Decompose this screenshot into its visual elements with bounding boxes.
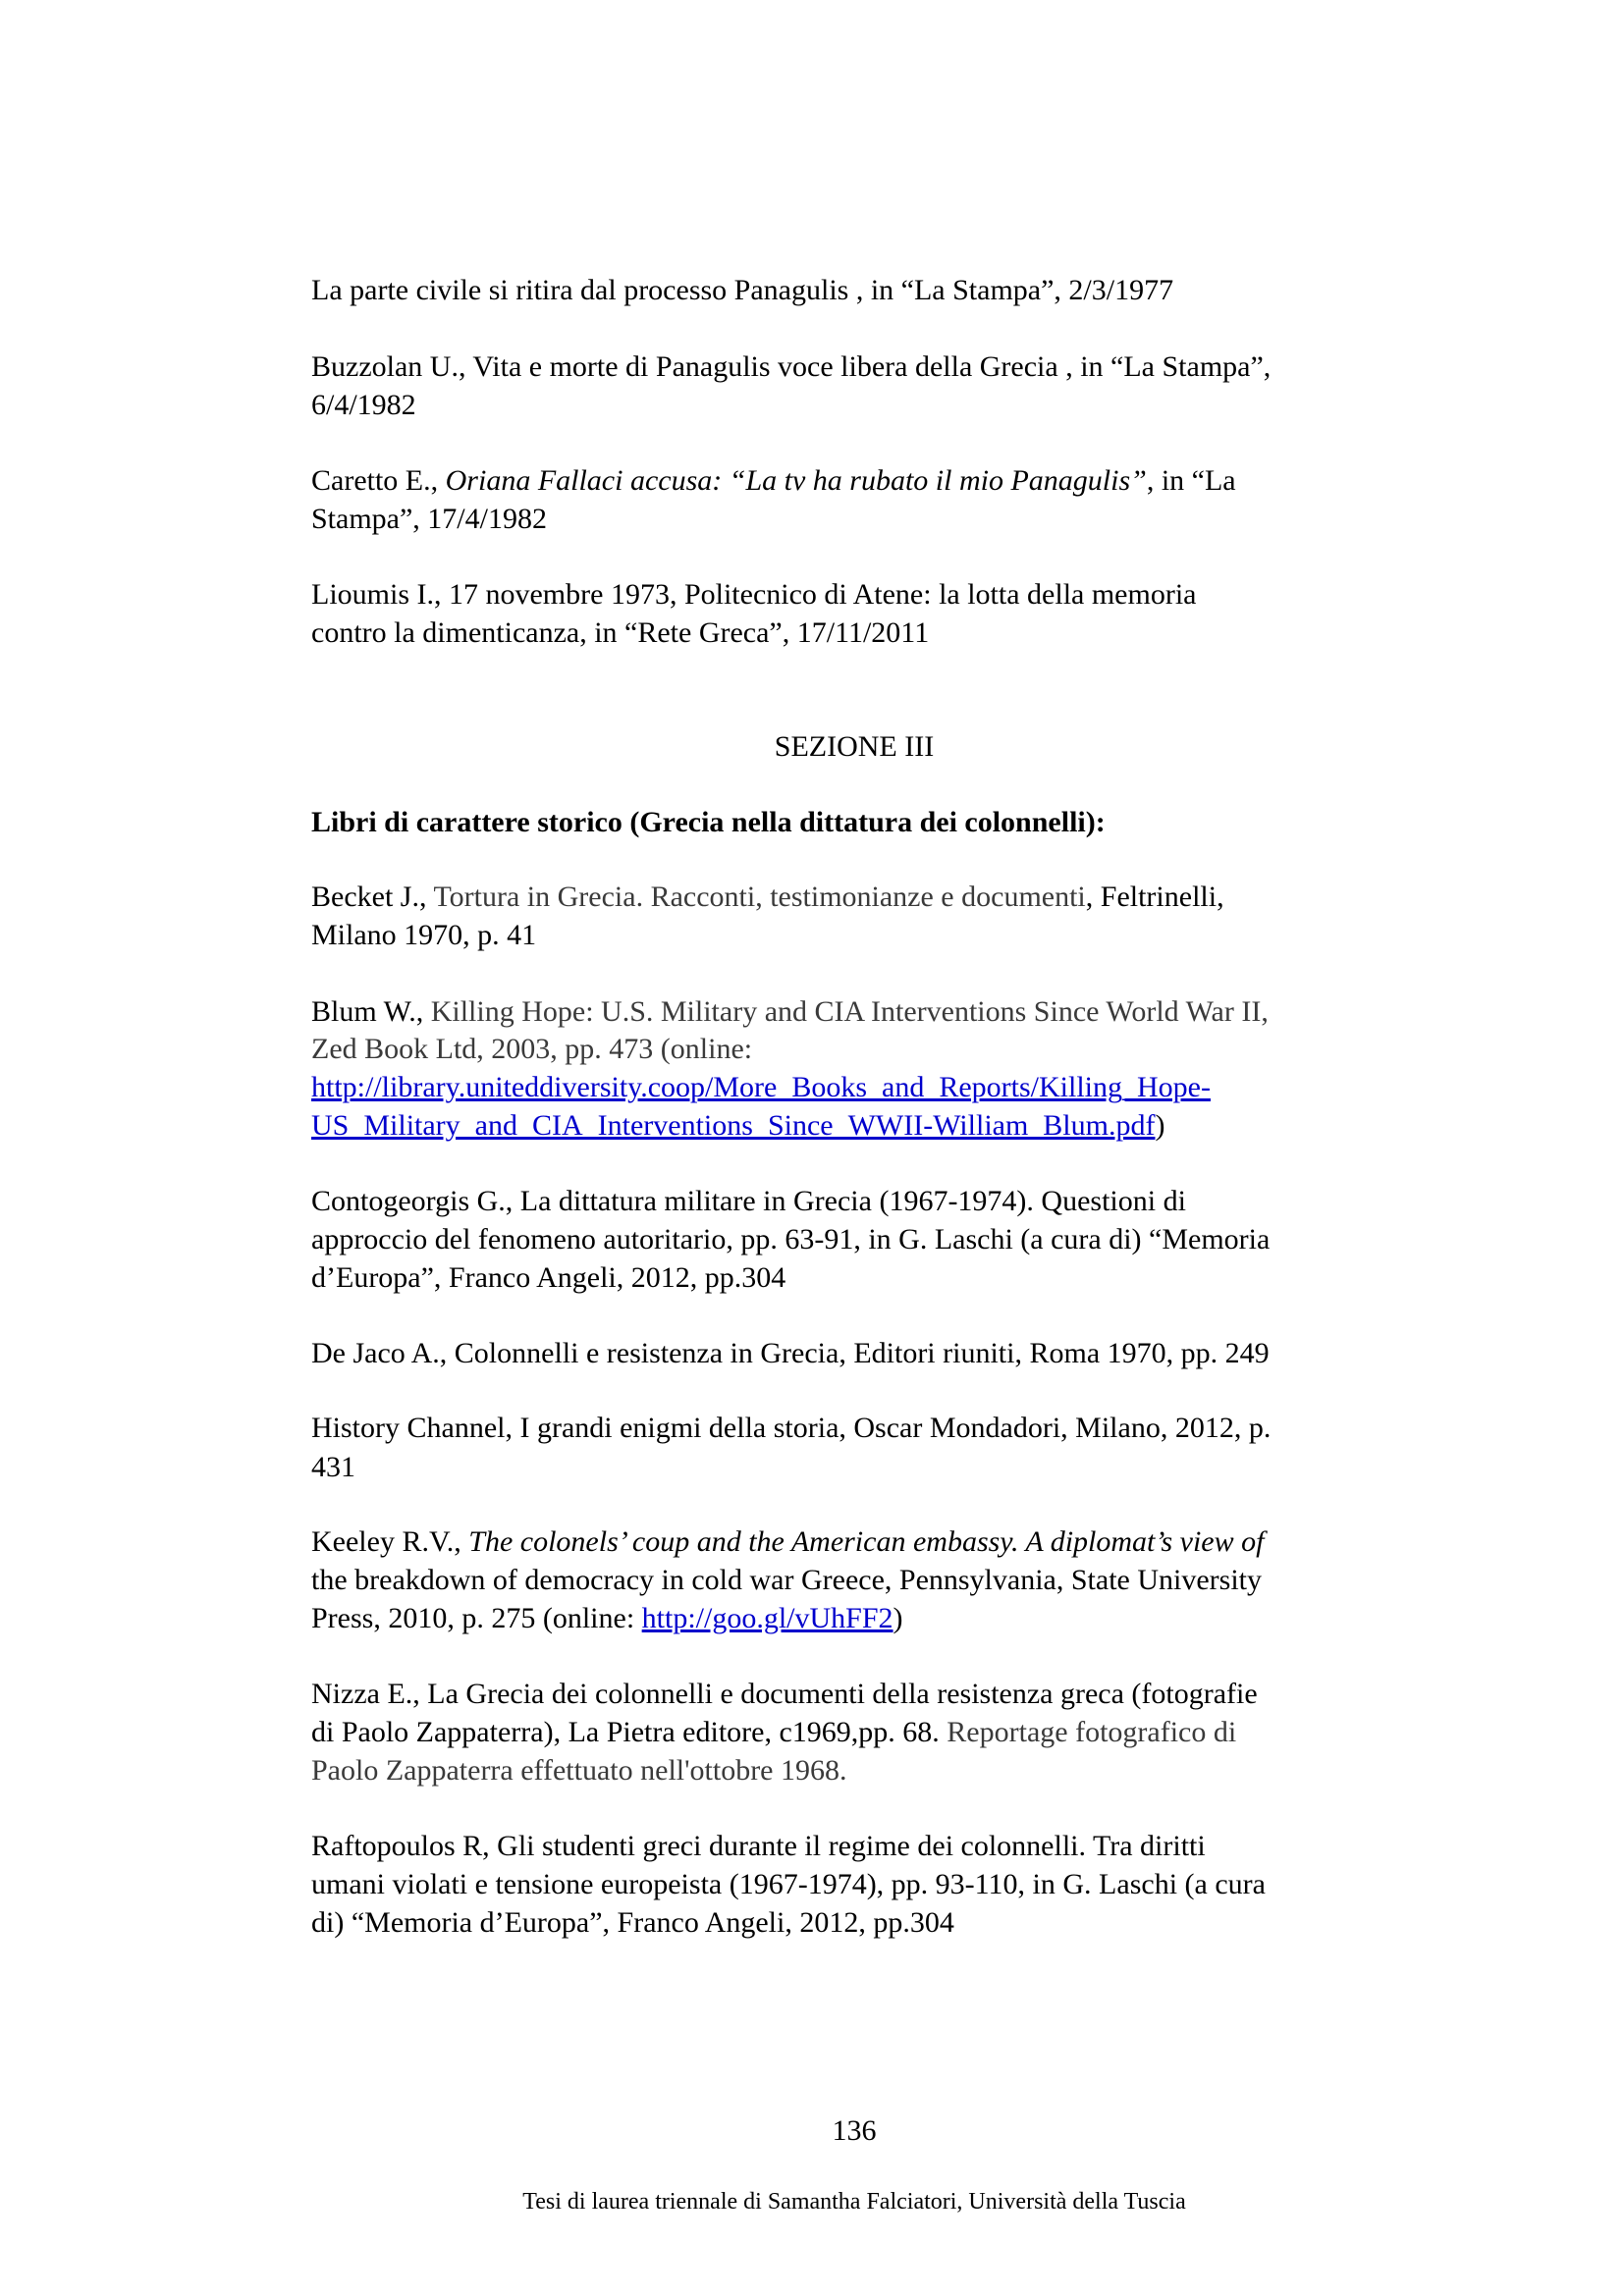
text-segment: De Jaco A., Colonnelli e resistenza in Grecia, Editori riuniti, Roma 1970, pp. 249 — [311, 1337, 1270, 1369]
text-segment: ) — [893, 1602, 903, 1634]
text-line — [311, 576, 1196, 614]
text-line — [311, 804, 1106, 841]
section-heading — [0, 728, 1624, 766]
text-line — [311, 501, 547, 538]
text-line — [311, 1523, 1264, 1561]
hyperlink[interactable]: US_Military_and_CIA_Interventions_Since_WWII-William_Blum.pdf — [311, 1109, 1156, 1142]
text-segment: Paolo Zappaterra effettuato nell'ottobre 1968. — [311, 1754, 847, 1787]
text-segment: di) “Memoria d’Europa”, Franco Angeli, 2012, pp.304 — [311, 1906, 954, 1939]
text-line — [311, 1107, 1164, 1145]
text-line — [311, 1449, 355, 1486]
text-line — [311, 1828, 1206, 1865]
bold-heading: Libri di carattere storico (Grecia nella dittatura dei colonnelli): — [311, 806, 1106, 838]
text-line — [311, 1904, 954, 1942]
text-segment: Caretto E., — [311, 464, 446, 497]
text-segment: 6/4/1982 — [311, 389, 416, 421]
text-line — [311, 917, 536, 954]
text-line — [311, 1221, 1270, 1258]
text-segment: Keeley R.V., — [311, 1525, 469, 1558]
text-segment: Blum W., — [311, 995, 431, 1028]
page-number: 136 — [832, 2114, 877, 2147]
text-line — [311, 1752, 847, 1789]
text-line — [311, 462, 1236, 500]
text-segment: Stampa”, 17/4/1982 — [311, 503, 547, 535]
text-line — [311, 1866, 1266, 1903]
text-line — [311, 1410, 1271, 1447]
text-segment: Killing Hope: U.S. Military and CIA Interventions Since World War II, — [430, 995, 1269, 1028]
text-line — [311, 614, 929, 652]
text-segment: , Feltrinelli, — [1085, 881, 1224, 913]
text-segment: ) — [1155, 1109, 1165, 1142]
hyperlink[interactable]: http://goo.gl/vUhFF2 — [641, 1602, 893, 1634]
text-segment: Lioumis I., 17 novembre 1973, Politecnico di Atene: la lotta della memoria — [311, 578, 1197, 611]
text-line — [311, 1676, 1258, 1713]
text-line — [311, 1183, 1186, 1220]
text-line — [311, 1259, 785, 1297]
text-segment: La parte civile si ritira dal processo Panagulis , in “La Stampa”, 2/3/1977 — [311, 274, 1174, 306]
text-line — [311, 1600, 903, 1637]
text-segment: SEZIONE III — [774, 730, 935, 763]
italic-title: Oriana Fallaci accusa: “La tv ha rubato il mio Panagulis” — [445, 464, 1147, 497]
text-segment: contro la dimenticanza, in “Rete Greca”, 17/11/2011 — [311, 616, 930, 649]
text-line — [311, 387, 416, 424]
text-segment: , in “La — [1146, 464, 1236, 497]
text-segment: d’Europa”, Franco Angeli, 2012, pp.304 — [311, 1261, 786, 1294]
text-segment: Becket J., — [311, 881, 434, 913]
text-segment: Buzzolan U., Vita e morte di Panagulis voce libera della Grecia , in “La Stampa”, — [311, 350, 1272, 383]
text-line — [311, 879, 1224, 916]
text-segment: the breakdown of democracy in cold war Greece, Pennsylvania, State University — [311, 1564, 1262, 1596]
text-segment: Reportage fotografico di — [947, 1716, 1237, 1748]
text-segment: Raftopoulos R, Gli studenti greci durante il regime dei colonnelli. Tra diritti — [311, 1830, 1206, 1862]
text-segment: di Paolo Zappaterra), La Pietra editore, c1969,pp. 68. — [311, 1716, 947, 1748]
text-line — [311, 1714, 1236, 1751]
text-segment: Press, 2010, p. 275 (online: — [311, 1602, 642, 1634]
text-segment: approccio del fenomeno autoritario, pp. 63-91, in G. Laschi (a cura di) “Memoria — [311, 1223, 1271, 1255]
text-segment: Tortura in Grecia. Racconti, testimonianze e documenti — [433, 881, 1086, 913]
text-segment: umani violati e tensione europeista (1967-1974), pp. 93-110, in G. Laschi (a cura — [311, 1868, 1266, 1900]
page-footer: Tesi di laurea triennale di Samantha Falciatori, Università della Tuscia — [522, 2189, 1186, 2215]
text-line — [311, 1031, 752, 1068]
text-line — [311, 348, 1271, 386]
text-line — [311, 1069, 1211, 1106]
text-line — [311, 993, 1269, 1031]
text-line — [311, 1335, 1270, 1372]
text-segment: Nizza E., La Grecia dei colonnelli e documenti della resistenza greca (fotografie — [311, 1678, 1258, 1710]
text-line — [311, 272, 1173, 309]
text-segment: Milano 1970, p. 41 — [311, 919, 537, 951]
text-segment: Zed Book Ltd, 2003, pp. 473 (online: — [311, 1033, 753, 1065]
text-segment: 431 — [311, 1451, 355, 1483]
italic-title: The colonels’ coup and the American embassy. A diplomat’s view of — [468, 1525, 1265, 1558]
text-segment: Contogeorgis G., La dittatura militare in Grecia (1967-1974). Questioni di — [311, 1185, 1186, 1217]
text-line — [311, 1562, 1262, 1599]
hyperlink[interactable]: http://library.uniteddiversity.coop/More_Books_and_Reports/Killing_Hope- — [311, 1071, 1211, 1103]
text-segment: History Channel, I grandi enigmi della storia, Oscar Mondadori, Milano, 2012, p. — [311, 1412, 1272, 1444]
